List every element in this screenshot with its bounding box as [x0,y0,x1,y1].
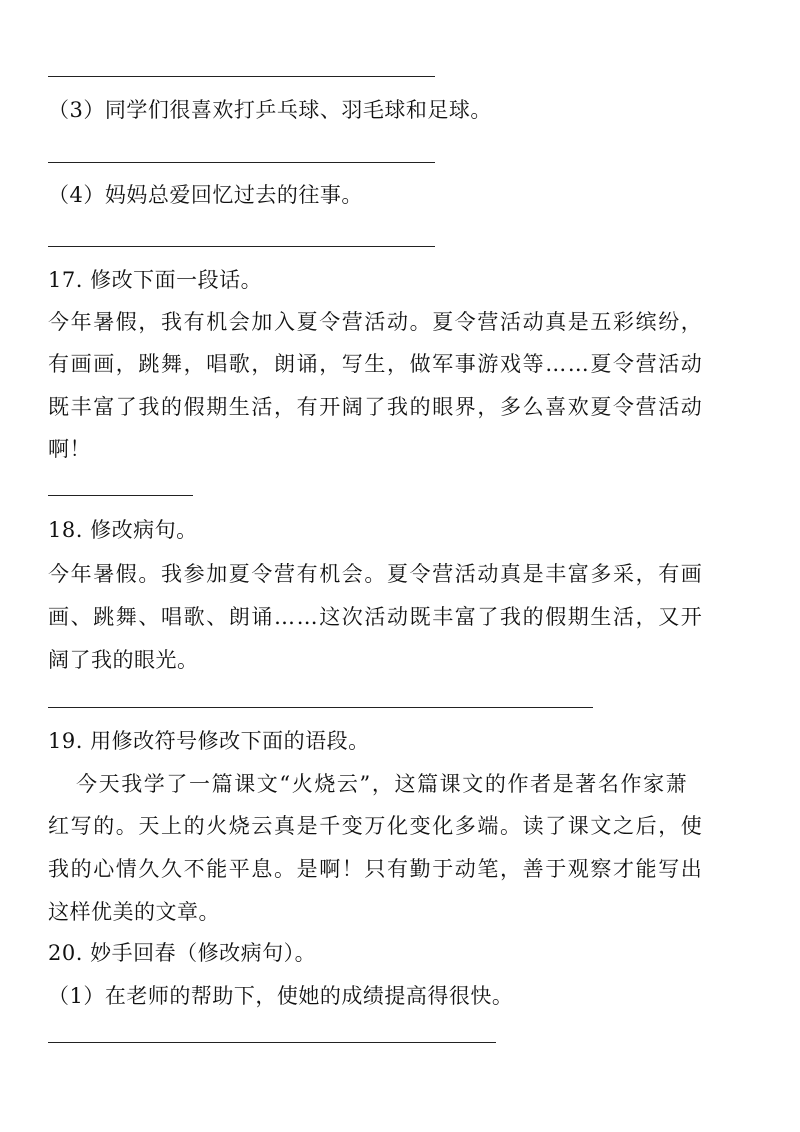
question-18-line: 今年暑假。我参加夏令营有机会。夏令营活动真是丰富多采，有画 [48,562,704,586]
answer-line[interactable] [48,246,435,247]
question-18-line: 阔了我的眼光。 [48,648,199,672]
question-18-title: 18. 修改病句。 [48,518,198,542]
question-19-line: 这样优美的文章。 [48,900,220,924]
question-19-line: 我的心情久久不能平息。是啊！只有勤于动笔，善于观察才能写出 [48,857,704,881]
question-17-line: 今年暑假，我有机会加入夏令营活动。夏令营活动真是五彩缤纷， [48,310,704,334]
answer-line[interactable] [48,76,435,77]
question-20-title: 20. 妙手回春（修改病句）。 [48,941,317,965]
answer-line[interactable] [48,495,193,496]
question-17-line: 啊！ [48,437,91,461]
answer-line[interactable] [48,162,435,163]
question-16-3: （3）同学们很喜欢打乒乓球、羽毛球和足球。 [48,98,492,122]
question-20-1: （1）在老师的帮助下，使她的成绩提高得很快。 [48,984,514,1008]
question-19-title: 19. 用修改符号修改下面的语段。 [48,729,370,753]
question-19-line: 今天我学了一篇课文“火烧云”，这篇课文的作者是著名作家萧 [76,772,689,796]
question-19-line: 红写的。天上的火烧云真是千变万化变化多端。读了课文之后，使 [48,814,704,838]
question-17-line: 有画画，跳舞，唱歌，朗诵，写生，做军事游戏等……夏令营活动 [48,352,704,376]
question-17-title: 17. 修改下面一段话。 [48,268,263,292]
answer-line[interactable] [48,1042,496,1043]
answer-line[interactable] [48,707,593,708]
question-18-line: 画、跳舞、唱歌、朗诵……这次活动既丰富了我的假期生活，又开 [48,605,704,629]
question-17-line: 既丰富了我的假期生活，有开阔了我的眼界，多么喜欢夏令营活动 [48,395,704,419]
question-16-4: （4）妈妈总爱回忆过去的往事。 [48,183,363,207]
